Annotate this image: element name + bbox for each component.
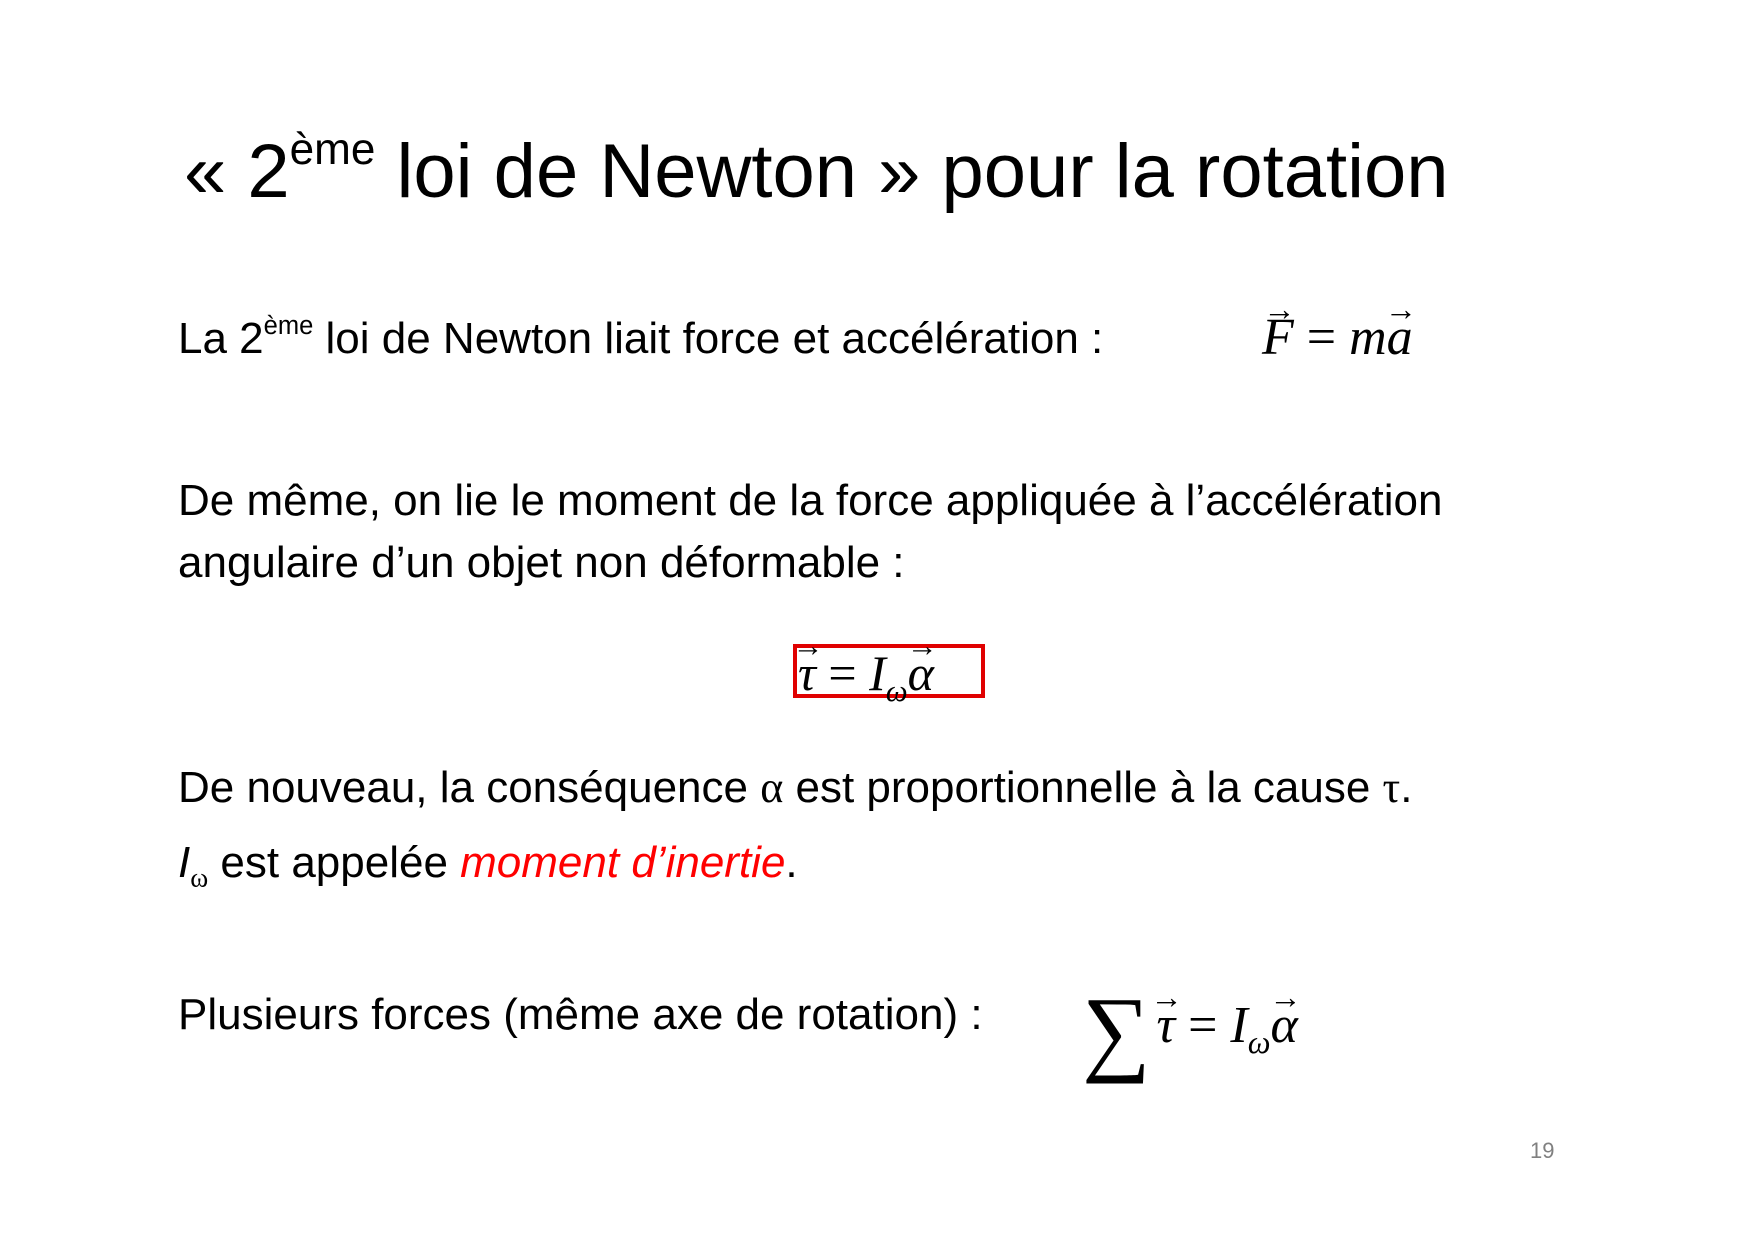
equation-sum-torques [1082,975,1298,1086]
title-prefix: « 2 [184,129,290,214]
line4-suffix: . [785,838,798,887]
omega-subscript: ω [1247,1024,1271,1061]
slide-title [184,124,1449,215]
torque-vector: → τ [1156,996,1175,1055]
equation-force-mass-acceleration [1262,308,1413,367]
sum-symbol: ∑ [1082,977,1151,1084]
equals-sign: = [815,645,870,701]
equation-torque-inertia [798,644,934,708]
mass-symbol: m [1349,309,1387,366]
line1-superscript: ème [263,311,314,340]
moment-of-inertia-term: moment d’inertie [460,838,786,887]
line1-prefix: La 2 [178,314,264,363]
title-suffix: loi de Newton » pour la rotation [375,129,1449,214]
inertia-symbol: I [1230,996,1248,1054]
angular-acceleration-vector: → α [908,644,934,702]
line1-suffix: loi de Newton liait force et accélération : [313,314,1104,363]
line3-suffix: . [1400,763,1413,812]
torque-explanation-paragraph: De même, on lie le moment de la force appliquée à l’accélération angulaire d’un objet non déformable : [178,476,1443,587]
inertia-symbol: I [869,645,886,701]
acceleration-vector: → a [1387,308,1413,367]
page-number: 19 [1530,1138,1555,1163]
equals-sign: = [1175,996,1231,1054]
equals-sign: = [1293,309,1350,366]
line4-text: est appelée [208,838,461,887]
proportionality-line [178,762,1412,813]
line3-prefix: De nouveau, la conséquence [178,763,761,812]
alpha-symbol: α [760,763,784,812]
tau-symbol: τ [1382,763,1401,812]
title-superscript: ème [289,124,376,174]
line3-middle: est proportionnelle à la cause [783,763,1383,812]
omega-subscript: ω [885,672,908,708]
omega-subscript: ω [190,862,209,893]
torque-vector: → τ [798,644,816,702]
inertia-symbol: I [178,838,191,887]
moment-of-inertia-line [178,838,798,893]
newton-second-law-line [178,311,1104,364]
force-vector: → F [1262,308,1294,367]
angular-acceleration-vector: → α [1270,996,1297,1055]
multiple-forces-line: Plusieurs forces (même axe de rotation) : [178,990,983,1039]
